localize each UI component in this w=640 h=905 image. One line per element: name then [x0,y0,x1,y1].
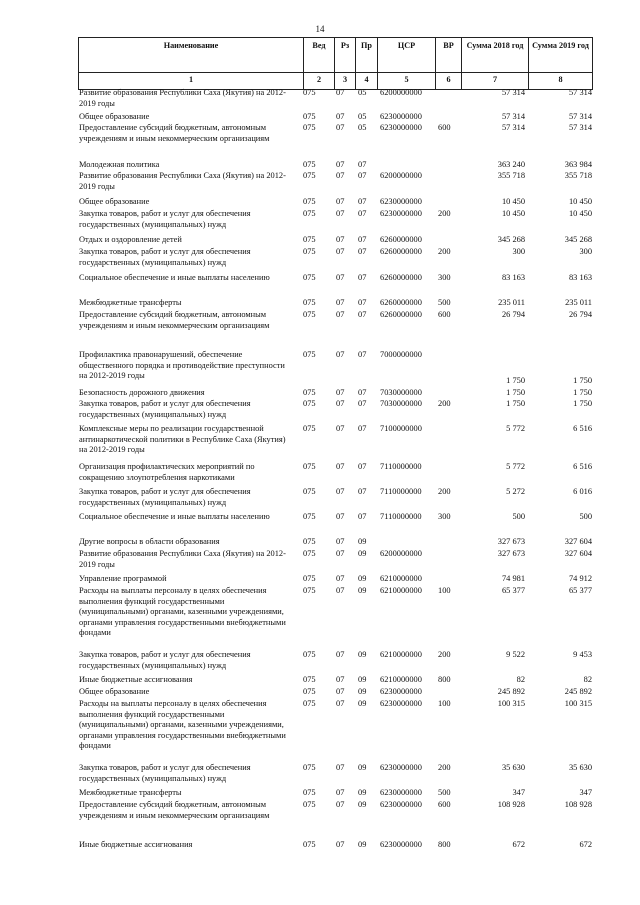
row-name: Предоставление субсидий бюджетным, автономным учреждениям и иным некоммерческим организациям [79,123,270,143]
row-ved: 075 [303,235,316,244]
header-title: ВР [443,41,454,50]
row-sum-2018: 108 928 [497,800,525,809]
row-sum-2018: 10 450 [501,197,525,206]
row-sum-2018: 300 [512,247,525,256]
row-name: Общее образование [79,687,150,696]
header-number: 5 [404,75,409,84]
row-rz: 07 [336,160,345,169]
row-sum-2019: 1 750 [573,376,592,385]
row-sum-2019: 300 [579,247,592,256]
row-vr: 300 [438,512,451,521]
row-name: Организация профилактических мероприятий по сокращению злоупотребления наркотиками [79,462,255,482]
row-csr: 6230000000 [380,800,422,809]
header-cell-csr [377,38,435,89]
row-pr: 07 [358,424,367,433]
row-sum-2018: 57 314 [501,123,525,132]
row-pr: 09 [358,650,367,659]
row-sum-2018: 83 163 [501,273,525,282]
row-csr: 6260000000 [380,298,422,307]
row-sum-2019: 6 516 [573,462,592,471]
row-pr: 07 [358,512,367,521]
row-csr: 7030000000 [380,388,422,397]
row-csr: 7110000000 [380,487,422,496]
row-name: Развитие образования Республики Саха (Якутия) на 2012-2019 годы [79,88,286,108]
row-pr: 09 [358,586,367,595]
row-sum-2018: 345 268 [497,235,525,244]
row-ved: 075 [303,840,316,849]
row-sum-2018: 327 673 [497,549,525,558]
row-csr: 7110000000 [380,512,422,521]
row-ved: 075 [303,512,316,521]
row-pr: 07 [358,388,367,397]
row-vr: 100 [438,586,451,595]
row-vr: 200 [438,209,451,218]
header-number: 8 [558,75,563,84]
row-pr: 07 [358,235,367,244]
row-sum-2019: 57 314 [568,112,592,121]
row-sum-2019: 26 794 [568,310,592,319]
row-ved: 075 [303,549,316,558]
row-rz: 07 [336,235,345,244]
row-name: Закупка товаров, работ и услуг для обеспечения государственных (муниципальных) нужд [79,247,251,267]
row-rz: 07 [336,171,345,180]
row-sum-2019: 1 750 [573,399,592,408]
row-sum-2018: 65 377 [501,586,525,595]
row-pr: 07 [358,298,367,307]
row-rz: 07 [336,424,345,433]
row-rz: 07 [336,350,345,359]
row-sum-2019: 245 892 [564,687,592,696]
row-sum-2018: 347 [512,788,525,797]
row-sum-2019: 57 314 [568,123,592,132]
row-name: Расходы на выплаты персоналу в целях обеспечения выполнения функций государственными (муниципальными) органами, казенными учреждениями, органами управления государственными внебюджетными фондами [79,586,286,638]
row-sum-2019: 57 314 [568,88,592,97]
row-name: Закупка товаров, работ и услуг для обеспечения государственных (муниципальных) нужд [79,763,251,783]
row-sum-2019: 1 750 [573,388,592,397]
header-number: 6 [446,75,451,84]
row-name: Развитие образования Республики Саха (Якутия) на 2012-2019 годы [79,549,286,569]
header-cell-rz [334,38,355,89]
row-name: Предоставление субсидий бюджетным, автономным учреждениям и иным некоммерческим организациям [79,800,270,820]
row-sum-2018: 9 522 [506,650,525,659]
row-ved: 075 [303,310,316,319]
row-sum-2018: 245 892 [497,687,525,696]
row-sum-2018: 235 011 [498,298,525,307]
row-sum-2019: 100 315 [564,699,592,708]
row-rz: 07 [336,512,345,521]
header-title: Наименование [163,41,219,50]
row-csr: 7000000000 [380,350,422,359]
row-name: Другие вопросы в области образования [79,537,220,546]
row-pr: 09 [358,840,367,849]
row-rz: 07 [336,574,345,583]
row-csr: 6230000000 [380,763,422,772]
row-ved: 075 [303,197,316,206]
row-sum-2018: 5 272 [506,487,525,496]
row-csr: 6200000000 [380,171,422,180]
row-ved: 075 [303,788,316,797]
row-name: Общее образование [79,112,150,121]
row-ved: 075 [303,537,316,546]
row-vr: 100 [438,699,451,708]
header-number: 3 [342,75,348,84]
row-name: Иные бюджетные ассигнования [79,840,193,849]
row-csr: 6210000000 [380,586,422,595]
row-csr: 6230000000 [380,699,422,708]
header-cell-sum-2018 [461,38,528,89]
row-rz: 07 [336,699,345,708]
row-rz: 07 [336,197,345,206]
row-pr: 09 [358,537,367,546]
row-csr: 6260000000 [380,247,422,256]
row-vr: 800 [438,675,451,684]
row-csr: 7030000000 [380,399,422,408]
row-rz: 07 [336,112,345,121]
row-sum-2018: 1 750 [506,376,525,385]
row-sum-2019: 500 [579,512,592,521]
row-pr: 07 [358,273,367,282]
row-pr: 07 [358,399,367,408]
row-ved: 075 [303,273,316,282]
header-title: Пр [361,41,372,50]
row-name: Межбюджетные трансферты [79,298,182,307]
row-pr: 07 [358,171,367,180]
row-rz: 07 [336,537,345,546]
row-csr: 6260000000 [380,310,422,319]
row-name: Профилактика правонарушений, обеспечение общественного порядка и противодействие преступности на 2012-2019 годы [79,350,285,381]
row-rz: 07 [336,675,345,684]
row-pr: 05 [358,112,367,121]
row-name: Управление программой [79,574,167,583]
row-csr: 6210000000 [380,675,422,684]
row-name: Развитие образования Республики Саха (Якутия) на 2012-2019 годы [79,171,286,191]
header-cell-vr [435,38,461,89]
row-pr: 07 [358,197,367,206]
page-number: 14 [315,24,325,34]
row-name: Социальное обеспечение и иные выплаты населению [79,512,270,521]
header-cell-ved [303,38,334,89]
row-csr: 6230000000 [380,123,422,132]
header-title: Вед [312,41,326,50]
row-name: Отдых и оздоровление детей [79,235,182,244]
row-rz: 07 [336,462,345,471]
row-sum-2018: 1 750 [506,388,525,397]
row-ved: 075 [303,112,316,121]
row-sum-2019: 35 630 [568,763,592,772]
row-rz: 07 [336,247,345,256]
row-csr: 6200000000 [380,88,422,97]
row-ved: 075 [303,699,316,708]
row-sum-2018: 26 794 [501,310,525,319]
row-sum-2018: 5 772 [506,424,525,433]
row-vr: 600 [438,310,451,319]
row-rz: 07 [336,310,345,319]
row-rz: 07 [336,800,345,809]
row-sum-2019: 6 016 [573,487,592,496]
row-ved: 075 [303,171,316,180]
row-csr: 6260000000 [380,235,422,244]
row-csr: 6230000000 [380,687,422,696]
row-sum-2019: 9 453 [573,650,592,659]
row-ved: 075 [303,675,316,684]
row-sum-2019: 10 450 [568,209,592,218]
row-vr: 200 [438,487,451,496]
row-vr: 500 [438,788,451,797]
header-number: 7 [492,75,498,84]
row-rz: 07 [336,687,345,696]
row-name: Предоставление субсидий бюджетным, автономным учреждениям и иным некоммерческим организациям [79,310,270,330]
row-sum-2019: 65 377 [568,586,592,595]
row-csr: 6230000000 [380,788,422,797]
row-vr: 200 [438,247,451,256]
row-name: Закупка товаров, работ и услуг для обеспечения государственных (муниципальных) нужд [79,209,251,229]
row-ved: 075 [303,763,316,772]
row-sum-2018: 10 450 [501,209,525,218]
row-rz: 07 [336,123,345,132]
row-sum-2019: 363 984 [564,160,592,169]
row-sum-2019: 235 011 [565,298,592,307]
row-name: Молодежная политика [79,160,160,169]
row-name: Закупка товаров, работ и услуг для обеспечения государственных (муниципальных) нужд [79,650,251,670]
row-rz: 07 [336,388,345,397]
row-name: Комплексные меры по реализации государственной антинаркотической политики в Республике Саха (Якутия) на 2012-2019 годы [79,424,286,455]
row-ved: 075 [303,88,316,97]
row-name: Расходы на выплаты персоналу в целях обеспечения выполнения функций государственными (муниципальными) органами, казенными учреждениями, органами управления государственными внебюджетными фондами [79,699,286,751]
row-vr: 200 [438,399,451,408]
row-pr: 07 [358,487,367,496]
row-ved: 075 [303,160,316,169]
row-ved: 075 [303,247,316,256]
row-ved: 075 [303,687,316,696]
row-vr: 800 [438,840,451,849]
row-name: Социальное обеспечение и иные выплаты населению [79,273,270,282]
row-rz: 07 [336,88,345,97]
row-vr: 600 [438,800,451,809]
row-pr: 09 [358,574,367,583]
row-rz: 07 [336,399,345,408]
row-csr: 6210000000 [380,574,422,583]
row-pr: 07 [358,350,367,359]
row-pr: 09 [358,687,367,696]
row-sum-2019: 345 268 [564,235,592,244]
row-ved: 075 [303,487,316,496]
row-ved: 075 [303,123,316,132]
row-sum-2018: 363 240 [497,160,525,169]
header-title: Сумма 2019 год [532,41,589,50]
row-ved: 075 [303,574,316,583]
row-pr: 07 [358,310,367,319]
row-pr: 09 [358,675,367,684]
row-ved: 075 [303,350,316,359]
row-sum-2018: 57 314 [501,88,525,97]
row-name: Безопасность дорожного движения [79,388,205,397]
header-number: 2 [316,75,322,84]
row-ved: 075 [303,399,316,408]
row-sum-2019: 347 [579,788,592,797]
row-pr: 09 [358,699,367,708]
row-csr: 6230000000 [380,197,422,206]
header-number: 4 [364,75,369,84]
table-header [78,37,593,90]
row-ved: 075 [303,388,316,397]
row-name: Закупка товаров, работ и услуг для обеспечения государственных (муниципальных) нужд [79,399,251,419]
header-number: 1 [188,75,194,84]
row-pr: 09 [358,549,367,558]
header-title: ЦСР [397,41,416,50]
header-title: Рз [340,41,350,50]
row-sum-2019: 327 604 [564,537,592,546]
row-sum-2019: 355 718 [564,171,592,180]
row-pr: 07 [358,209,367,218]
row-ved: 075 [303,650,316,659]
row-sum-2019: 74 912 [568,574,592,583]
row-vr: 500 [438,298,451,307]
row-sum-2018: 1 750 [506,399,525,408]
row-csr: 6230000000 [380,840,422,849]
row-name: Общее образование [79,197,150,206]
row-pr: 09 [358,800,367,809]
row-sum-2018: 100 315 [497,699,525,708]
header-cell-pr [355,38,377,89]
row-name: Межбюджетные трансферты [79,788,182,797]
row-sum-2018: 355 718 [497,171,525,180]
row-ved: 075 [303,586,316,595]
row-sum-2019: 6 516 [573,424,592,433]
row-sum-2018: 35 630 [501,763,525,772]
row-rz: 07 [336,650,345,659]
row-rz: 07 [336,788,345,797]
row-csr: 6210000000 [380,650,422,659]
row-rz: 07 [336,840,345,849]
row-sum-2018: 5 772 [506,462,525,471]
row-sum-2018: 74 981 [501,574,525,583]
row-csr: 6230000000 [380,209,422,218]
row-name: Закупка товаров, работ и услуг для обеспечения государственных (муниципальных) нужд [79,487,251,507]
row-csr: 7100000000 [380,424,422,433]
row-ved: 075 [303,462,316,471]
row-sum-2018: 57 314 [501,112,525,121]
row-sum-2018: 327 673 [497,537,525,546]
row-pr: 09 [358,763,367,772]
row-vr: 200 [438,650,451,659]
row-rz: 07 [336,586,345,595]
row-sum-2019: 327 604 [564,549,592,558]
row-csr: 6260000000 [380,273,422,282]
row-sum-2019: 83 163 [568,273,592,282]
row-ved: 075 [303,209,316,218]
row-sum-2018: 82 [516,675,525,684]
header-cell-name [78,38,303,89]
row-pr: 05 [358,88,367,97]
row-ved: 075 [303,298,316,307]
row-rz: 07 [336,298,345,307]
row-pr: 07 [358,462,367,471]
row-vr: 200 [438,763,451,772]
row-rz: 07 [336,763,345,772]
row-rz: 07 [336,209,345,218]
row-rz: 07 [336,487,345,496]
row-pr: 07 [358,247,367,256]
row-pr: 09 [358,788,367,797]
row-vr: 600 [438,123,451,132]
row-name: Иные бюджетные ассигнования [79,675,193,684]
row-csr: 6200000000 [380,549,422,558]
row-sum-2018: 672 [512,840,525,849]
row-ved: 075 [303,800,316,809]
row-pr: 05 [358,123,367,132]
row-sum-2019: 672 [579,840,592,849]
row-rz: 07 [336,273,345,282]
row-rz: 07 [336,549,345,558]
row-pr: 07 [358,160,367,169]
row-sum-2019: 10 450 [568,197,592,206]
header-title: Сумма 2018 год [466,41,524,50]
row-vr: 300 [438,273,451,282]
row-csr: 7110000000 [380,462,422,471]
header-cell-sum-2019 [528,38,593,89]
row-csr: 6230000000 [380,112,422,121]
row-sum-2019: 108 928 [564,800,592,809]
row-ved: 075 [303,424,316,433]
row-sum-2018: 500 [512,512,525,521]
row-sum-2019: 82 [583,675,592,684]
